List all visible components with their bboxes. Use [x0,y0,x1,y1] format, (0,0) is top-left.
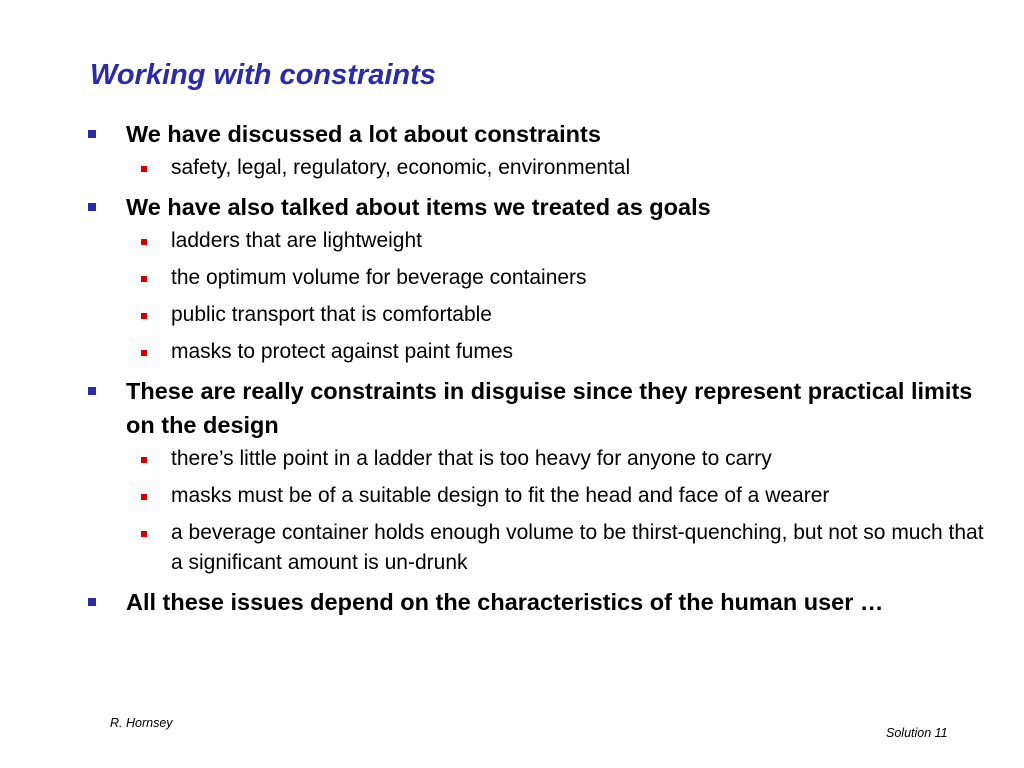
bullet-text: We have discussed a lot about constraints [126,121,601,147]
sub-bullet-item [86,226,986,256]
sub-bullet-text: masks to protect against paint fumes [171,340,513,363]
slide-title: Working with constraints [90,59,436,91]
sub-bullet-item [86,263,986,293]
bullet-group [86,190,986,367]
square-bullet-icon [88,203,96,211]
square-bullet-icon [141,457,147,463]
sub-bullet-text: the optimum volume for beverage containers [171,266,587,289]
square-bullet-icon [88,387,96,395]
bullet-text: We have also talked about items we treated as goals [126,194,711,220]
bullet-group [86,585,986,619]
square-bullet-icon [141,166,147,172]
footer-page-number: Solution 11 [886,726,948,740]
bullet-group [86,117,986,183]
bullet-item [86,117,986,151]
sub-bullet-item [86,337,986,367]
sub-bullet-item [86,444,986,474]
sub-bullet-text: a beverage container holds enough volume to be thirst-quenching, but not so much that a significant amount is un-drunk [171,521,984,574]
sub-bullet-item [86,518,986,578]
sub-bullet-item [86,300,986,330]
square-bullet-icon [141,494,147,500]
square-bullet-icon [141,350,147,356]
sub-bullet-text: there’s little point in a ladder that is too heavy for anyone to carry [171,447,772,470]
square-bullet-icon [141,313,147,319]
bullet-group [86,374,986,578]
bullet-item [86,585,986,619]
sub-bullet-text: masks must be of a suitable design to fit the head and face of a wearer [171,484,830,507]
sub-bullet-text: safety, legal, regulatory, economic, environmental [171,156,631,179]
sub-bullet-text: public transport that is comfortable [171,303,492,326]
square-bullet-icon [141,276,147,282]
sub-bullet-item [86,153,986,183]
square-bullet-icon [141,239,147,245]
footer-author: R. Hornsey [110,716,173,730]
bullet-list [86,117,986,623]
bullet-text: These are really constraints in disguise since they represent practical limits on the design [126,378,973,438]
square-bullet-icon [88,598,96,606]
bullet-item [86,190,986,224]
bullet-text: All these issues depend on the characteristics of the human user … [126,589,884,615]
sub-bullet-text: ladders that are lightweight [171,229,422,252]
bullet-item [86,374,986,442]
square-bullet-icon [88,130,96,138]
square-bullet-icon [141,531,147,537]
sub-bullet-item [86,481,986,511]
